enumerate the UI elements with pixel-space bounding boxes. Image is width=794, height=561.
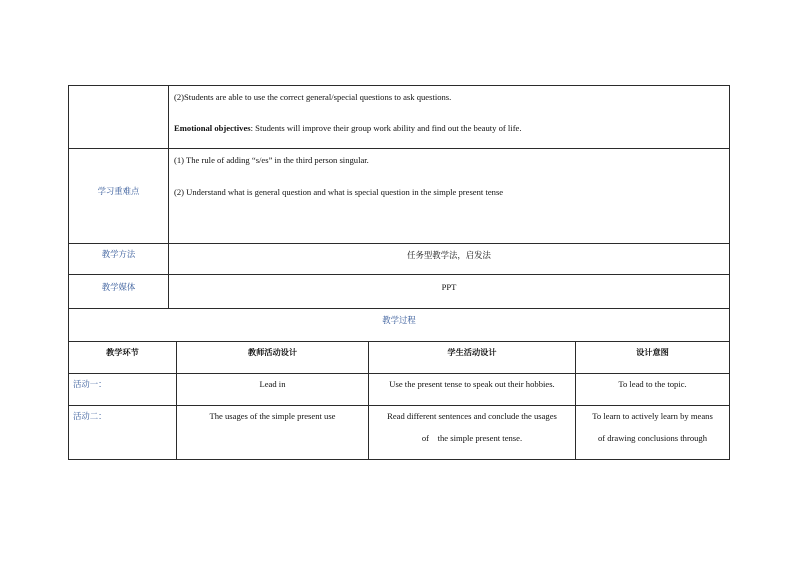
media-value: PPT [441,282,457,292]
objectives-label-cell [68,85,169,149]
key-point-2: (2) Understand what is general question and what is special question in the simple present tense [174,187,504,197]
method-value: 任务型教学法，启发法 [407,250,491,260]
activity-1-student: Use the present tense to speak out their hobbies. [389,379,555,389]
activity-2-teacher: The usages of the simple present use [209,411,336,421]
media-label: 教学媒体 [101,282,136,292]
key-points-label: 学习重难点 [97,186,140,196]
activity-2-intent-line-1: To learn to actively learn by means [592,411,713,421]
method-label: 教学方法 [101,249,136,259]
activity-2-student-line-1: Read different sentences and conclude the usages [387,411,557,421]
activity-2-student-line-2: of the simple present tense. [421,433,523,443]
activity-2-intent-line-2: of drawing conclusions through [597,433,708,443]
emotional-objectives-text: : Students will improve their group work ability and find out the beauty of life. [250,123,522,133]
key-point-1: (1) The rule of adding “s/es” in the third person singular. [174,155,369,165]
header-teacher: 教师活动设计 [247,347,298,357]
header-student: 学生活动设计 [447,347,497,357]
header-intent: 设计意图 [636,347,669,357]
activity-1-teacher: Lead in [259,379,286,389]
process-title: 教学过程 [382,315,416,325]
header-step: 教学环节 [106,347,139,357]
objective-line-2: (2)Students are able to use the correct general/special questions to ask questions. [174,92,452,102]
activity-2-step: 活动二： [73,411,107,421]
emotional-objectives [174,123,522,134]
activity-1-step: 活动一： [73,379,107,389]
emotional-objectives-label: Emotional objectives [174,123,251,133]
activity-1-intent: To lead to the topic. [618,379,687,389]
